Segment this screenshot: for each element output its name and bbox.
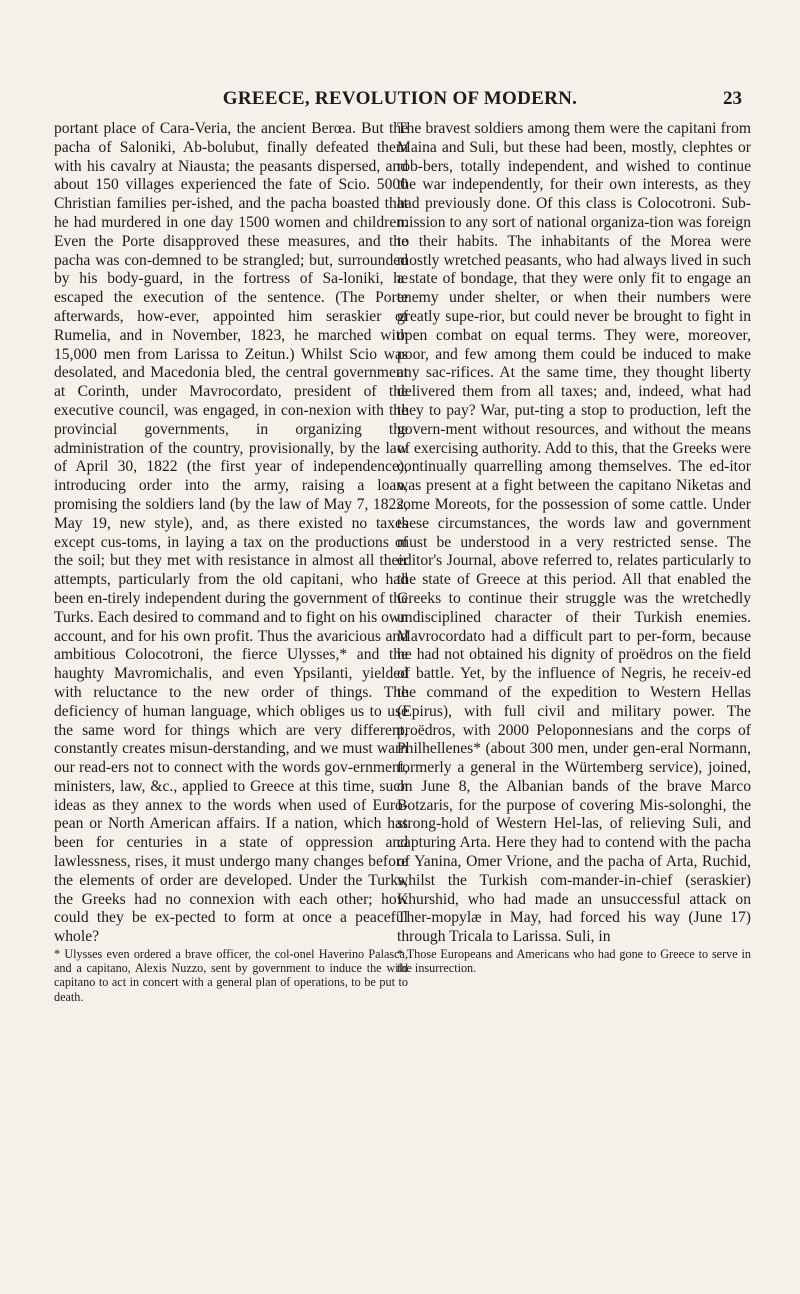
page-number: 23 bbox=[723, 88, 742, 109]
running-title: GREECE, REVOLUTION OF MODERN. bbox=[222, 88, 578, 109]
left-column-body: portant place of Cara-Veria, the ancient Berœa. But the pacha of Saloniki, Ab-bolubut, finally defeated them with his cavalry at Niausta; the peasants dispersed, and about 150 villages experienced the fate of Scio. 5000 Christian families per-ished, and the pacha boasted that he had murdered in one day 1500 women and children. Even the Porte disapproved these measures, and the pacha was con-demned to be strangled; but, surrounded by his body-guard, in the fortress of Sa-loniki, he escaped the execution of the sentence. (The Porte afterwards, how-ever, appointed him seraskier of Rumelia, and in November, 1823, he marched with 15,000 men from Larissa to Zeitun.) Whilst Scio was desolated, and Macedonia bled, the central government at Corinth, under Mavrocordato, president of the executive council, was engaged, in con-nexion with the provincial governments, in organizing the administration of the country, provisionally, by the law of April 30, 1822 (the first year of independence), introducing order into the army, raising a loan, promising the soldiers land (by the law of May 7, 1822, May 19, new style), and, as there existed no taxes except cus-toms, in laying a tax on the productions of the soil; but they met with resistance in almost all their attempts, particularly from the old capitani, who had been en-tirely independent during the government of the Turks. Each desired to command and to fight on his own account, and for his own profit. Thus the avaricious and ambitious Colocotroni, the fierce Ulysses,* and the haughty Mavromichalis, and even Ypsilanti, yielded with reluctance to the new order of things. The deficiency of human language, which obliges us to use the same word for things which are very different, constantly creates misun-derstanding, and we must warn our read-ers not to connect with the words gov-ernment, ministers, law, &c., applied to Greece at this time, such ideas as they annex to the words when used of Euro-pean or North American affairs. If a nation, which has been for centuries in a state of oppression and lawlessness, rises, it must undergo many changes before the elements of order are developed. Under the Turks, the Greeks had no connexion with each other; how could they be ex-pected to form at once a peaceful whole? bbox=[54, 120, 408, 946]
right-footnote: * Those Europeans and Americans who had gone to Greece to serve in the insurrection. bbox=[397, 947, 751, 976]
right-column bbox=[397, 120, 751, 975]
left-footnote: * Ulysses even ordered a brave officer, the col-onel Haverino Palasca, and a capitano, Alexis Nuzzo, sent by government to induce the wild capitano to act in concert with a general plan of operations, to be put to death. bbox=[54, 947, 408, 1004]
page-header bbox=[0, 88, 800, 118]
right-column-body: The bravest soldiers among them were the capitani from Maina and Suli, but these had been, mostly, clephtes or rob-bers, totally independent, and wished to continue the war independently, for their own interests, as they had previously done. Of this class is Colocotroni. Sub-mission to any sort of national organiza-tion was foreign to their habits. The inhabitants of the Morea were mostly wretched peasants, who had always lived in such a state of bondage, that they were only fit to engage an enemy under shelter, or when their numbers were greatly supe-rior, but could never be brought to fight in open combat on equal terms. They were, moreover, poor, and few among them could be induced to make any sac-rifices. At the same time, they thought liberty delivered them from all taxes; and, indeed, what had they to pay? War, put-ting a stop to production, left the govern-ment without resources, and without the means of exercising authority. Add to this, that the Greeks were continually quarrelling among themselves. The ed-itor was present at a fight between the capitano Niketas and some Moreots, for the possession of some cattle. Under these circumstances, the words law and government must be understood in a very restricted sense. The editor's Journal, above referred to, relates particularly to the state of Greece at this period. All that enabled the Greeks to continue their struggle was the wretchedly undisciplined character of their Turkish enemies. Mavrocordato had a difficult part to per-form, because he had not obtained his dignity of proëdros on the field of battle. Yet, by the influence of Negris, he receiv-ed the command of the expedition to Western Hellas (Epirus), with full civil and military power. The proëdros, with 2000 Peloponnesians and the corps of Philhellenes* (about 300 men, under gen-eral Normann, formerly a general in the Würtemberg service), joined, on June 8, the Albanian bands of the brave Marco Botzaris, for the purpose of covering Mis-solonghi, the strong-hold of Western Hel-las, of relieving Suli, and capturing Arta. Here they had to contend with the pacha of Yanina, Omer Vrione, and the pacha of Arta, Ruchid, whilst the Turkish com-mander-in-chief (seraskier) Khurshid, who had made an unsuccessful attack on Ther-mopylæ in May, had forced his way (June 17) through Tricala to Larissa. Suli, in bbox=[397, 120, 751, 946]
left-column bbox=[54, 120, 408, 1004]
